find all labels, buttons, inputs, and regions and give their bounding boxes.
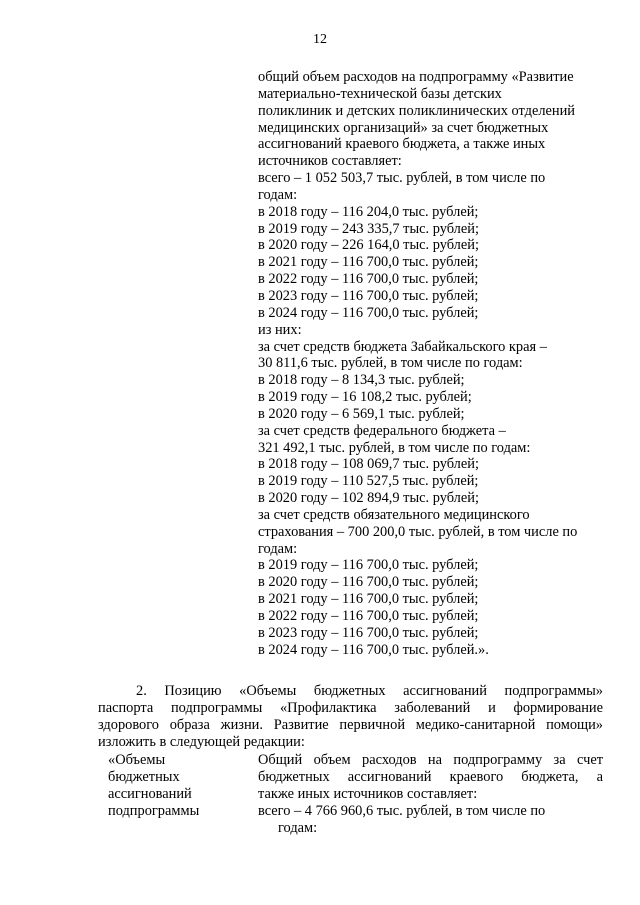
funding-line: поликлиник и детских поликлинических отделений [258,102,576,119]
funding-line: в 2019 году – 243 335,7 тыс. рублей; [258,220,479,237]
table-label-line: «Объемы [108,752,166,768]
table-label-line: бюджетных [108,769,180,785]
funding-line: в 2023 году – 116 700,0 тыс. рублей; [258,624,479,641]
instruction-paragraph [98,683,603,751]
funding-line: в 2020 году – 116 700,0 тыс. рублей; [258,574,479,591]
funding-line: в 2020 году – 6 569,1 тыс. рублей; [258,405,465,422]
funding-line: в 2018 году – 116 204,0 тыс. рублей; [258,203,479,220]
funding-line: 321 492,1 тыс. рублей, в том числе по годам: [258,439,531,456]
funding-line: в 2024 году – 116 700,0 тыс. рублей; [258,304,479,321]
funding-line: за счет средств обязательного медицинского [258,506,530,523]
table-value-cell [258,752,603,837]
table-label-line: ассигнований [108,786,192,802]
funding-line: в 2023 году – 116 700,0 тыс. рублей; [258,287,479,304]
funding-line: в 2018 году – 108 069,7 тыс. рублей; [258,456,479,473]
table-label-line: подпрограммы [108,803,200,819]
funding-line: источников составляет: [258,153,402,170]
funding-line: в 2024 году – 116 700,0 тыс. рублей.». [258,641,489,658]
funding-block [258,69,603,659]
funding-line: медицинских организаций» за счет бюджетных [258,119,549,136]
funding-line: в 2019 году – 16 108,2 тыс. рублей; [258,389,472,406]
table-value-line: годам: [278,820,318,836]
funding-line: 30 811,6 тыс. рублей, в том числе по годам: [258,355,523,372]
instruction-line: 2. Позицию «Объемы бюджетных ассигнований подпрограммы» [136,683,603,699]
funding-line: в 2020 году – 102 894,9 тыс. рублей; [258,490,479,507]
funding-line: в 2021 году – 116 700,0 тыс. рублей; [258,254,479,271]
instruction-line: паспорта подпрограммы «Профилактика заболеваний и формирование [98,700,603,716]
funding-line: всего – 1 052 503,7 тыс. рублей, в том числе по [258,170,546,187]
instruction-line: изложить в следующей редакции: [98,734,305,750]
table-value-line: также иных источников составляет: [258,786,478,802]
funding-line: в 2020 году – 226 164,0 тыс. рублей; [258,237,479,254]
table-label-cell [108,752,248,820]
funding-line: в 2022 году – 116 700,0 тыс. рублей; [258,271,479,288]
funding-line: за счет средств бюджета Забайкальского края – [258,338,547,355]
funding-line: общий объем расходов на подпрограмму «Развитие [258,69,574,85]
funding-line: материально-технической базы детских [258,85,502,102]
table-value-line: всего – 4 766 960,6 тыс. рублей, в том числе по [258,803,546,819]
funding-line: в 2019 году – 110 527,5 тыс. рублей; [258,473,479,490]
funding-line: из них: [258,321,302,338]
table-value-line: Общий объем расходов на подпрограмму за счет [258,752,603,768]
funding-line: в 2019 году – 116 700,0 тыс. рублей; [258,557,479,574]
funding-line: за счет средств федерального бюджета – [258,422,506,439]
table-value-line: бюджетных ассигнований краевого бюджета, а [258,769,603,785]
funding-line: ассигнований краевого бюджета, а также иных [258,136,546,153]
funding-line: годам: [258,186,298,203]
funding-line: в 2018 году – 8 134,3 тыс. рублей; [258,372,465,389]
funding-line: в 2021 году – 116 700,0 тыс. рублей; [258,591,479,608]
funding-line: страхования – 700 200,0 тыс. рублей, в том числе по [258,523,578,540]
page-number: 12 [313,32,327,47]
funding-line: годам: [258,540,298,557]
funding-line: в 2022 году – 116 700,0 тыс. рублей; [258,608,479,624]
instruction-line: здорового образа жизни. Развитие первичной медико-санитарной помощи» [98,717,603,733]
